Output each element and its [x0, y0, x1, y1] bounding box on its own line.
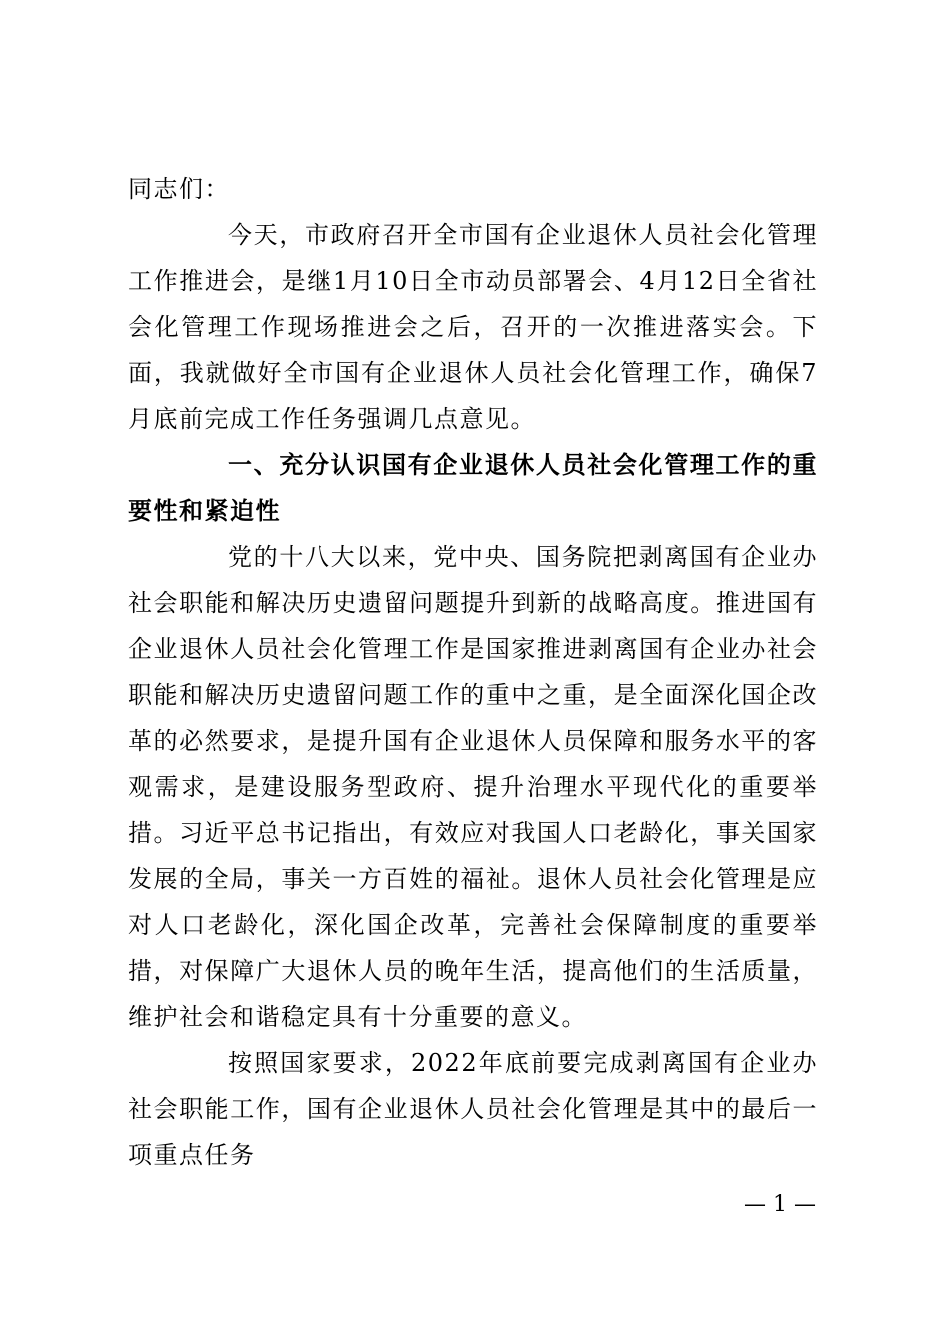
document-body	[128, 166, 818, 1178]
intro-paragraph: 今天，市政府召开全市国有企业退休人员社会化管理工作推进会，是继1月10日全市动员部署会、4月12日全省社会化管理工作现场推进会之后，召开的一次推进落实会。下面，我就做好全市国有企业退休人员社会化管理工作，确保7月底前完成工作任务强调几点意见。	[128, 221, 818, 433]
salutation: 同志们：	[128, 175, 230, 203]
body-paragraph: 按照国家要求，2022年底前要完成剥离国有企业办社会职能工作，国有企业退休人员社会化管理是其中的最后一项重点任务	[128, 1049, 818, 1169]
body-paragraph: 党的十八大以来，党中央、国务院把剥离国有企业办社会职能和解决历史遗留问题提升到新的战略高度。推进国有企业退休人员社会化管理工作是国家推进剥离国有企业办社会职能和解决历史遗留问题工作的重中之重，是全面深化国企改革的必然要求，是提升国有企业退休人员保障和服务水平的客观需求，是建设服务型政府、提升治理水平现代化的重要举措。习近平总书记指出，有效应对我国人口老龄化，事关国家发展的全局，事关一方百姓的福祉。退休人员社会化管理是应对人口老龄化，深化国企改革，完善社会保障制度的重要举措，对保障广大退休人员的晚年生活，提高他们的生活质量，维护社会和谐稳定具有十分重要的意义。	[128, 543, 818, 1031]
page-number: — 1 —	[744, 1192, 816, 1217]
section-heading: 一、充分认识国有企业退休人员社会化管理工作的重要性和紧迫性	[128, 451, 818, 525]
